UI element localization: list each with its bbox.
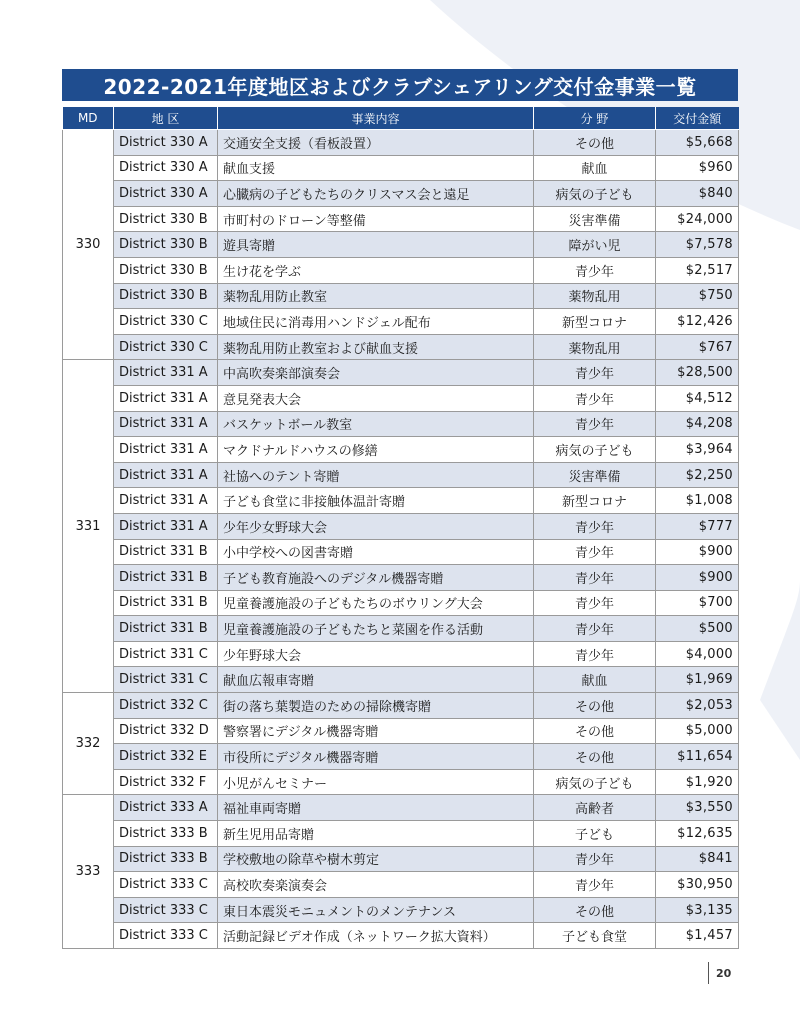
amount-cell: $841 [656, 846, 739, 872]
category-cell: 新型コロナ [534, 309, 656, 335]
category-cell: 病気の子ども [534, 769, 656, 795]
category-cell: その他 [534, 744, 656, 770]
table-row [63, 488, 739, 514]
amount-cell: $2,053 [656, 693, 739, 719]
amount-cell: $4,208 [656, 411, 739, 437]
district-cell: District 330 A [114, 155, 218, 181]
district-cell: District 331 C [114, 667, 218, 693]
amount-cell: $4,512 [656, 385, 739, 411]
table-row [63, 334, 739, 360]
district-cell: District 331 A [114, 360, 218, 386]
amount-cell: $12,426 [656, 309, 739, 335]
table-row [63, 513, 739, 539]
md-cell: 331 [63, 360, 114, 693]
category-cell: 病気の子ども [534, 181, 656, 207]
table-row [63, 897, 739, 923]
amount-cell: $700 [656, 590, 739, 616]
description-cell: 少年野球大会 [218, 641, 534, 667]
amount-cell: $750 [656, 283, 739, 309]
table-row [63, 821, 739, 847]
district-cell: District 333 C [114, 872, 218, 898]
district-cell: District 330 B [114, 206, 218, 232]
description-cell: 献血広報車寄贈 [218, 667, 534, 693]
category-cell: 青少年 [534, 360, 656, 386]
amount-cell: $1,008 [656, 488, 739, 514]
md-cell: 332 [63, 693, 114, 795]
table-row [63, 130, 739, 156]
description-cell: 意見発表大会 [218, 385, 534, 411]
amount-cell: $960 [656, 155, 739, 181]
header-amount: 交付金額 [656, 107, 739, 130]
table-row [63, 411, 739, 437]
category-cell: 献血 [534, 667, 656, 693]
table-row [63, 641, 739, 667]
description-cell: 東日本震災モニュメントのメンテナンス [218, 897, 534, 923]
table-row [63, 872, 739, 898]
category-cell: 病気の子ども [534, 437, 656, 463]
district-cell: District 330 A [114, 130, 218, 156]
table-row [63, 206, 739, 232]
description-cell: 薬物乱用防止教室および献血支援 [218, 334, 534, 360]
district-cell: District 332 E [114, 744, 218, 770]
description-cell: 交通安全支援（看板設置） [218, 130, 534, 156]
category-cell: 青少年 [534, 411, 656, 437]
description-cell: 警察署にデジタル機器寄贈 [218, 718, 534, 744]
amount-cell: $900 [656, 539, 739, 565]
description-cell: 地域住民に消毒用ハンドジェル配布 [218, 309, 534, 335]
district-cell: District 331 A [114, 385, 218, 411]
table-row [63, 462, 739, 488]
district-cell: District 332 F [114, 769, 218, 795]
category-cell: その他 [534, 693, 656, 719]
table-row [63, 846, 739, 872]
description-cell: 福祉車両寄贈 [218, 795, 534, 821]
amount-cell: $28,500 [656, 360, 739, 386]
district-cell: District 330 A [114, 181, 218, 207]
table-row [63, 693, 739, 719]
table-row [63, 437, 739, 463]
grants-table [62, 107, 739, 949]
table-row [63, 257, 739, 283]
district-cell: District 331 A [114, 462, 218, 488]
table-row [63, 309, 739, 335]
description-cell: 高校吹奏楽演奏会 [218, 872, 534, 898]
district-cell: District 331 B [114, 590, 218, 616]
table-row [63, 744, 739, 770]
table-row [63, 155, 739, 181]
amount-cell: $30,950 [656, 872, 739, 898]
category-cell: 献血 [534, 155, 656, 181]
category-cell: 青少年 [534, 565, 656, 591]
header-description: 事業内容 [218, 107, 534, 130]
description-cell: 街の落ち葉製造のための掃除機寄贈 [218, 693, 534, 719]
category-cell: 新型コロナ [534, 488, 656, 514]
district-cell: District 331 A [114, 488, 218, 514]
amount-cell: $2,517 [656, 257, 739, 283]
table-body [63, 130, 739, 949]
amount-cell: $3,964 [656, 437, 739, 463]
description-cell: 市町村のドローン等整備 [218, 206, 534, 232]
district-cell: District 330 B [114, 283, 218, 309]
table-header-row [63, 107, 739, 130]
amount-cell: $500 [656, 616, 739, 642]
district-cell: District 331 A [114, 513, 218, 539]
category-cell: 子ども [534, 821, 656, 847]
table-row [63, 667, 739, 693]
amount-cell: $2,250 [656, 462, 739, 488]
description-cell: 児童養護施設の子どもたちと菜園を作る活動 [218, 616, 534, 642]
category-cell: 青少年 [534, 385, 656, 411]
description-cell: 子ども食堂に非接触体温計寄贈 [218, 488, 534, 514]
description-cell: 学校敷地の除草や樹木剪定 [218, 846, 534, 872]
table-row [63, 385, 739, 411]
page-title: 2022-2021年度地区およびクラブシェアリング交付金事業一覧 [62, 69, 738, 101]
category-cell: 青少年 [534, 513, 656, 539]
category-cell: その他 [534, 718, 656, 744]
description-cell: 少年少女野球大会 [218, 513, 534, 539]
table-row [63, 539, 739, 565]
category-cell: 薬物乱用 [534, 334, 656, 360]
amount-cell: $840 [656, 181, 739, 207]
district-cell: District 333 C [114, 897, 218, 923]
category-cell: 子ども食堂 [534, 923, 656, 949]
table-row [63, 769, 739, 795]
description-cell: 児童養護施設の子どもたちのボウリング大会 [218, 590, 534, 616]
table-row [63, 232, 739, 258]
table-row [63, 616, 739, 642]
description-cell: 薬物乱用防止教室 [218, 283, 534, 309]
category-cell: 青少年 [534, 616, 656, 642]
district-cell: District 330 C [114, 309, 218, 335]
category-cell: 青少年 [534, 846, 656, 872]
category-cell: 青少年 [534, 539, 656, 565]
district-cell: District 331 A [114, 437, 218, 463]
description-cell: 社協へのテント寄贈 [218, 462, 534, 488]
description-cell: マクドナルドハウスの修繕 [218, 437, 534, 463]
description-cell: 遊具寄贈 [218, 232, 534, 258]
header-category: 分 野 [534, 107, 656, 130]
district-cell: District 331 B [114, 565, 218, 591]
table-row [63, 795, 739, 821]
district-cell: District 331 A [114, 411, 218, 437]
district-cell: District 331 C [114, 641, 218, 667]
md-cell: 333 [63, 795, 114, 949]
amount-cell: $1,457 [656, 923, 739, 949]
md-cell: 330 [63, 130, 114, 360]
amount-cell: $767 [656, 334, 739, 360]
category-cell: 青少年 [534, 590, 656, 616]
amount-cell: $3,135 [656, 897, 739, 923]
amount-cell: $12,635 [656, 821, 739, 847]
description-cell: 子ども教育施設へのデジタル機器寄贈 [218, 565, 534, 591]
header-md: MD [63, 107, 114, 130]
district-cell: District 330 B [114, 232, 218, 258]
amount-cell: $1,920 [656, 769, 739, 795]
table-row [63, 360, 739, 386]
amount-cell: $7,578 [656, 232, 739, 258]
description-cell: 市役所にデジタル機器寄贈 [218, 744, 534, 770]
amount-cell: $1,969 [656, 667, 739, 693]
description-cell: 小児がんセミナー [218, 769, 534, 795]
category-cell: 青少年 [534, 257, 656, 283]
category-cell: 高齢者 [534, 795, 656, 821]
district-cell: District 333 C [114, 923, 218, 949]
category-cell: 薬物乱用 [534, 283, 656, 309]
district-cell: District 333 B [114, 821, 218, 847]
amount-cell: $900 [656, 565, 739, 591]
category-cell: その他 [534, 897, 656, 923]
amount-cell: $4,000 [656, 641, 739, 667]
amount-cell: $5,000 [656, 718, 739, 744]
category-cell: 災害準備 [534, 206, 656, 232]
amount-cell: $777 [656, 513, 739, 539]
amount-cell: $11,654 [656, 744, 739, 770]
district-cell: District 331 B [114, 539, 218, 565]
category-cell: その他 [534, 130, 656, 156]
district-cell: District 332 D [114, 718, 218, 744]
district-cell: District 333 A [114, 795, 218, 821]
description-cell: 新生児用品寄贈 [218, 821, 534, 847]
district-cell: District 330 C [114, 334, 218, 360]
description-cell: 活動記録ビデオ作成（ネットワーク拡大資料） [218, 923, 534, 949]
district-cell: District 333 B [114, 846, 218, 872]
category-cell: 災害準備 [534, 462, 656, 488]
header-district: 地 区 [114, 107, 218, 130]
description-cell: 中高吹奏楽部演奏会 [218, 360, 534, 386]
table-row [63, 283, 739, 309]
description-cell: 献血支援 [218, 155, 534, 181]
table-row [63, 181, 739, 207]
amount-cell: $3,550 [656, 795, 739, 821]
district-cell: District 330 B [114, 257, 218, 283]
district-cell: District 331 B [114, 616, 218, 642]
table-row [63, 590, 739, 616]
table-row [63, 718, 739, 744]
table-row [63, 565, 739, 591]
category-cell: 障がい児 [534, 232, 656, 258]
table-row [63, 923, 739, 949]
description-cell: 心臓病の子どもたちのクリスマス会と遠足 [218, 181, 534, 207]
category-cell: 青少年 [534, 641, 656, 667]
description-cell: バスケットボール教室 [218, 411, 534, 437]
page-number: 20 [708, 962, 731, 984]
amount-cell: $5,668 [656, 130, 739, 156]
description-cell: 小中学校への図書寄贈 [218, 539, 534, 565]
category-cell: 青少年 [534, 872, 656, 898]
district-cell: District 332 C [114, 693, 218, 719]
amount-cell: $24,000 [656, 206, 739, 232]
description-cell: 生け花を学ぶ [218, 257, 534, 283]
